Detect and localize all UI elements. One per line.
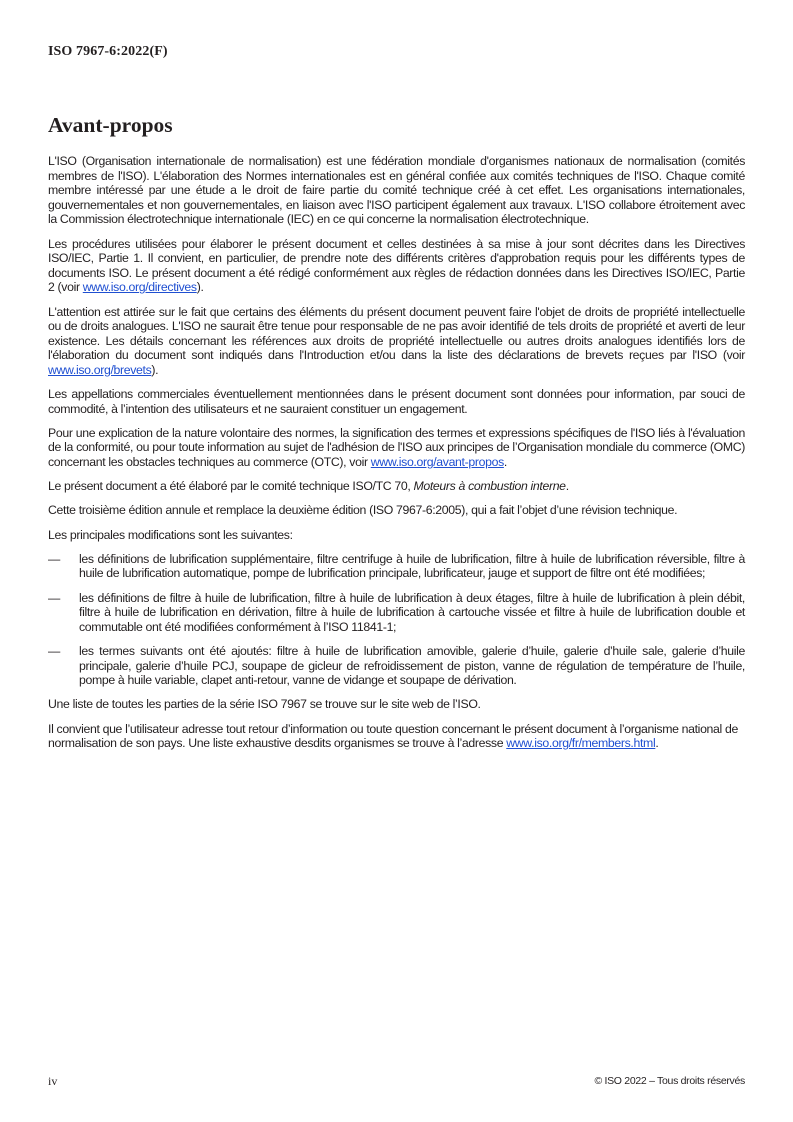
copyright-notice: © ISO 2022 – Tous droits réservés [594, 1075, 745, 1087]
paragraph-committee-text: Le présent document a été élaboré par le comité technique ISO/TC 70, [48, 479, 414, 494]
members-link[interactable]: www.iso.org/fr/members.html [506, 736, 656, 751]
paragraph-voluntary-nature-text: Pour une explication de la nature volontaire des normes, la signification des termes et expressions spécifiques de l'ISO liés à l'évaluation de la conformité, ou pour toute information au sujet de l'adhésion de l'ISO aux principes de l’Organisation mondiale du commerce (OMC) concernant les obstacles techniques au commerce (OTC), voir [48, 425, 745, 470]
paragraph-patents [48, 305, 745, 378]
dash-bullet-icon: — [48, 590, 60, 605]
document-id-header: ISO 7967-6:2022(F) [48, 44, 168, 59]
list-item-text: les définitions de filtre à huile de lubrification, filtre à huile de lubrification à deux étages, filtre à huile de lubrification à plein débit, filtre à huile de lubrification en dérivation, filtre à huile de lubrification à cartouche vissée et filtre à huile de lubrification double et commutable ont été modifiées conformément à l’ISO 11841-1; [79, 590, 745, 634]
paragraph-committee-tail: . [565, 479, 569, 494]
foreword-body [48, 154, 745, 760]
section-title: Avant-propos [48, 113, 173, 137]
paragraph-patents-tail: ). [151, 362, 159, 377]
dash-bullet-icon: — [48, 551, 60, 566]
list-item-text: les définitions de lubrification supplémentaire, filtre centrifuge à huile de lubrification, filtre à huile de lubrification réversible, filtre à huile de lubrification automatique, pompe de lubrification principale, lubrificateur, jauge et support de filtre ont été modifiées; [79, 551, 745, 581]
paragraph-voluntary-nature-tail: . [503, 455, 507, 470]
paragraph-trade-names: Les appellations commerciales éventuellement mentionnées dans le présent document sont données pour information, par souci de commodité, à l’intention des utilisateurs et ne sauraient constituer un engagement. [48, 387, 745, 416]
paragraph-committee [48, 479, 745, 494]
paragraph-series-list: Une liste de toutes les parties de la série ISO 7967 se trouve sur le site web de l’ISO. [48, 697, 481, 712]
page-number: iv [48, 1074, 58, 1088]
paragraph-iso-intro: L'ISO (Organisation internationale de normalisation) est une fédération mondiale d'organismes nationaux de normalisation (comités membres de l'ISO). L'élaboration des Normes internationales est en général confiée aux comités techniques de l'ISO. Chaque comité membre intéressé par une étude a le droit de faire partie du comité technique créé à cet effet. Les organisations internationales, gouvernementales et non gouvernementales, en liaison avec l'ISO participent également aux travaux. L'ISO collabore étroitement avec la Commission électrotechnique internationale (IEC) en ce qui concerne la normalisation électrotechnique. [48, 154, 745, 227]
paragraph-patents-text: L'attention est attirée sur le fait que certains des éléments du présent document peuvent faire l'objet de droits de propriété intellectuelle ou de droits analogues. L'ISO ne saurait être tenue pour responsable de ne pas avoir identifié de tels droits de propriété et averti de leur existence. Les détails concernant les références aux droits de propriété intellectuelle ou autres droits analogues identifiés lors de l'élaboration du document sont indiqués dans l'Introduction et/ou dans la liste des déclarations de brevets reçues par l'ISO (voir [48, 304, 745, 363]
list-item [48, 644, 745, 688]
paragraph-changes-intro: Les principales modifications sont les suivantes: [48, 527, 293, 542]
paragraph-voluntary-nature [48, 426, 745, 470]
paragraph-procedures [48, 237, 745, 295]
dash-bullet-icon: — [48, 643, 60, 658]
committee-name: Moteurs à combustion interne [413, 479, 566, 494]
paragraph-feedback-text: Il convient que l’utilisateur adresse tout retour d’information ou toute question concernant le présent document à l’organisme national de normalisation de son pays. Une liste exhaustive desdits organismes se trouve à l’adresse [48, 721, 738, 751]
paragraph-procedures-tail: ). [196, 280, 204, 295]
list-item-text: les termes suivants ont été ajoutés: filtre à huile de lubrification amovible, galerie d’huile, galerie d’huile sale, galerie d’huile principale, galerie d’huile PCJ, soupape de gicleur de refroidissement de piston, vanne de régulation de température de l’huile, pompe à huile variable, clapet anti-retour, vanne de vidange et soupape de dérivation. [79, 643, 745, 688]
avant-propos-link[interactable]: www.iso.org/avant-propos [370, 455, 504, 470]
paragraph-feedback [48, 722, 745, 751]
paragraph-feedback-tail: . [655, 736, 659, 751]
list-item [48, 552, 745, 581]
directives-link[interactable]: www.iso.org/directives [82, 280, 197, 295]
paragraph-edition: Cette troisième édition annule et remplace la deuxième édition (ISO 7967-6:2005), qui a fait l’objet d’une révision technique. [48, 503, 678, 518]
changes-list [48, 552, 745, 688]
brevets-link[interactable]: www.iso.org/brevets [48, 362, 152, 377]
list-item [48, 591, 745, 635]
paragraph-procedures-text: Les procédures utilisées pour élaborer le présent document et celles destinées à sa mise à jour sont décrites dans les Directives ISO/IEC, Partie 1. Il convient, en particulier, de prendre note des différents critères d'approbation requis pour les différents types de documents ISO. Le présent document a été rédigé conformément aux règles de rédaction données dans les Directives ISO/IEC, Partie 2 (voir [48, 236, 745, 295]
